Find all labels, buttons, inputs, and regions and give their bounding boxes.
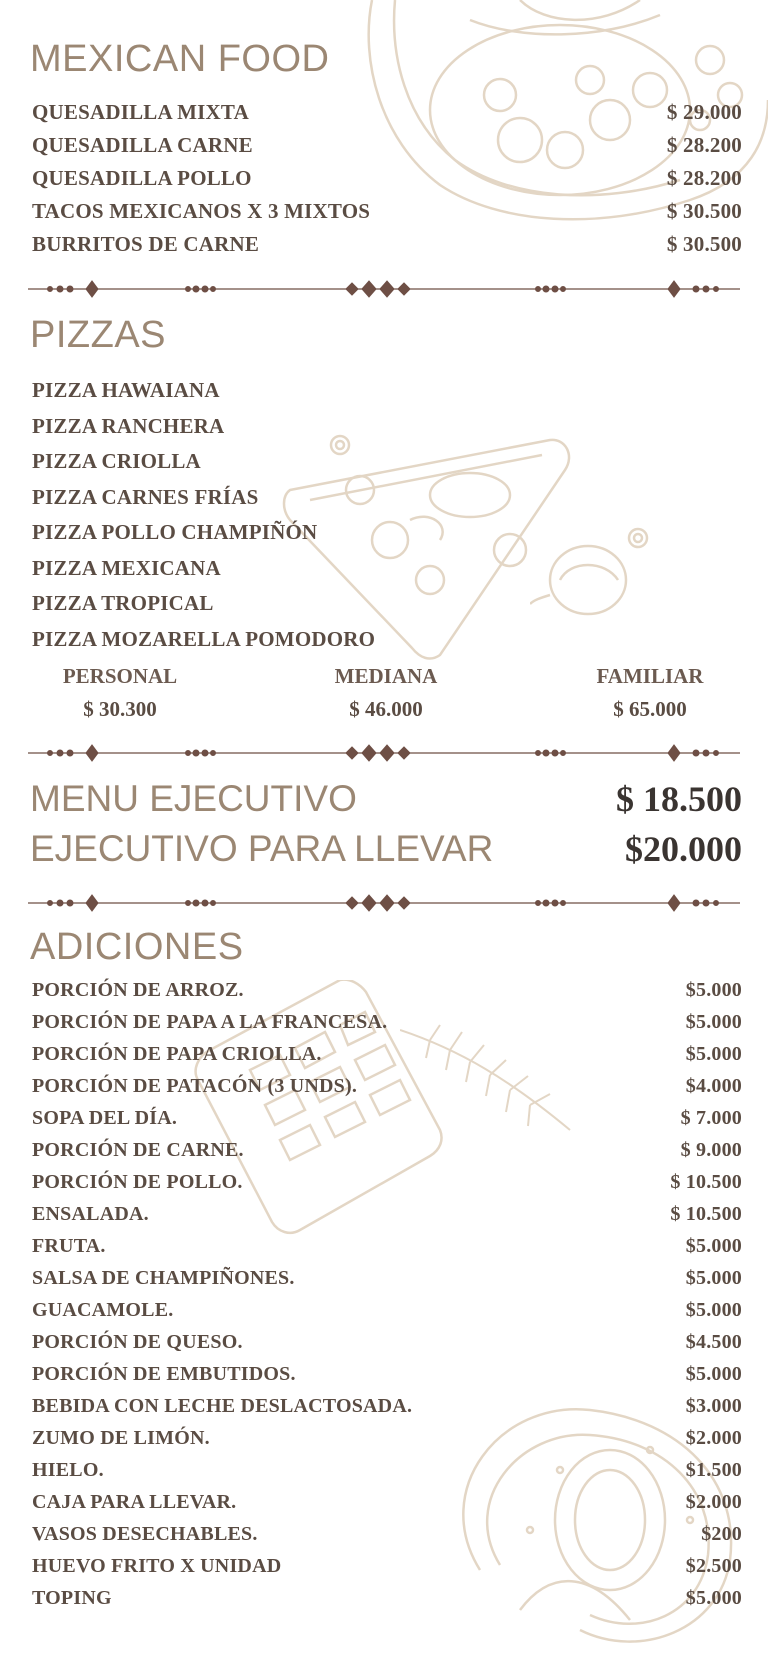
list-item <box>32 1171 742 1203</box>
list-item <box>32 100 742 133</box>
list-item <box>32 1459 742 1491</box>
pizzas-heading: PIZZAS <box>30 314 167 356</box>
item-price: $ 30.500 <box>666 232 742 256</box>
size-price: $ 65.000 <box>613 697 687 721</box>
pizzas-list <box>32 378 742 662</box>
item-price: $200 <box>701 1523 742 1545</box>
item-price: $ 29.000 <box>666 100 742 124</box>
item-price: $5.000 <box>685 1299 742 1321</box>
list-item <box>32 520 742 556</box>
list-item <box>32 1523 742 1555</box>
size-mediana <box>296 664 476 722</box>
item-name: PORCIÓN DE PAPA A LA FRANCESA. <box>32 1011 388 1033</box>
mexican-food-heading: MEXICAN FOOD <box>30 38 330 80</box>
item-price: $5.000 <box>685 1043 742 1065</box>
list-item <box>32 1011 742 1043</box>
item-name: PIZZA CRIOLLA <box>32 449 201 473</box>
item-name: ZUMO DE LIMÓN. <box>32 1427 210 1449</box>
item-name: PORCIÓN DE CARNE. <box>32 1139 244 1161</box>
pizza-sizes <box>30 664 740 724</box>
item-name: CAJA PARA LLEVAR. <box>32 1491 237 1513</box>
item-name: PIZZA CARNES FRÍAS <box>32 484 259 509</box>
size-label: FAMILIAR <box>596 664 704 688</box>
list-item <box>32 1075 742 1107</box>
item-price: $5.000 <box>685 1011 742 1033</box>
item-name: FRUTA. <box>32 1235 106 1257</box>
item-price: $ 9.000 <box>680 1139 742 1161</box>
list-item <box>30 778 742 828</box>
mexican-food-list <box>32 100 742 265</box>
list-item <box>30 828 742 878</box>
item-price: $ 7.000 <box>680 1107 742 1129</box>
list-item <box>32 1107 742 1139</box>
item-name: ENSALADA. <box>32 1203 149 1225</box>
list-item <box>32 1587 742 1619</box>
list-item <box>32 1299 742 1331</box>
item-name: PIZZA RANCHERA <box>32 413 225 438</box>
item-name: MENU EJECUTIVO <box>30 778 357 819</box>
item-price: $ 28.200 <box>666 133 742 157</box>
item-name: PORCIÓN DE EMBUTIDOS. <box>32 1363 296 1385</box>
item-price: $4.500 <box>685 1331 742 1353</box>
item-name: PIZZA POLLO CHAMPIÑÓN <box>32 520 318 544</box>
item-price: $ 30.500 <box>666 199 742 223</box>
item-name: TACOS MEXICANOS X 3 MIXTOS <box>32 199 371 223</box>
list-item <box>32 166 742 199</box>
item-name: EJECUTIVO PARA LLEVAR <box>30 828 494 869</box>
size-label: MEDIANA <box>334 664 438 688</box>
item-name: VASOS DESECHABLES. <box>32 1523 258 1545</box>
list-item <box>32 1491 742 1523</box>
item-price: $5.000 <box>685 1235 742 1257</box>
item-price: $2.500 <box>685 1555 742 1577</box>
item-name: SALSA DE CHAMPIÑONES. <box>32 1267 295 1289</box>
item-name: PORCIÓN DE ARROZ. <box>32 979 244 1001</box>
item-name: PORCIÓN DE PAPA CRIOLLA. <box>32 1043 322 1065</box>
item-price: $4.000 <box>685 1075 742 1097</box>
list-item <box>32 1555 742 1587</box>
item-price: $ 18.500 <box>616 779 742 819</box>
item-price: $5.000 <box>685 1363 742 1385</box>
item-price: $5.000 <box>685 979 742 1001</box>
size-price: $ 46.000 <box>349 697 423 721</box>
item-name: QUESADILLA CARNE <box>32 133 253 157</box>
item-name: BURRITOS DE CARNE <box>32 232 260 256</box>
item-name: PIZZA MOZARELLA POMODORO <box>32 626 376 651</box>
item-name: TOPING <box>32 1587 112 1609</box>
list-item <box>32 556 742 592</box>
item-price: $ 10.500 <box>670 1203 742 1225</box>
item-name: PORCIÓN DE PATACÓN (3 UNDS). <box>32 1075 358 1097</box>
list-item <box>32 1395 742 1427</box>
item-price: $5.000 <box>685 1267 742 1289</box>
list-item <box>32 1267 742 1299</box>
item-name: BEBIDA CON LECHE DESLACTOSADA. <box>32 1395 413 1417</box>
list-item <box>32 414 742 450</box>
item-name: PORCIÓN DE POLLO. <box>32 1171 243 1193</box>
list-item <box>32 1363 742 1395</box>
list-item <box>32 378 742 414</box>
adiciones-list <box>32 979 742 1619</box>
list-item <box>32 1139 742 1171</box>
item-price: $2.000 <box>685 1427 742 1449</box>
item-name: QUESADILLA POLLO <box>32 166 252 190</box>
item-price: $2.000 <box>685 1491 742 1513</box>
list-item <box>32 485 742 521</box>
item-name: QUESADILLA MIXTA <box>32 100 249 124</box>
list-item <box>32 591 742 627</box>
item-price: $ 28.200 <box>666 166 742 190</box>
list-item <box>32 1235 742 1267</box>
item-price: $1.500 <box>685 1459 742 1481</box>
item-name: SOPA DEL DÍA. <box>32 1107 178 1129</box>
item-price: $5.000 <box>685 1587 742 1609</box>
list-item <box>32 627 742 663</box>
size-familiar <box>560 664 740 722</box>
item-name: HIELO. <box>32 1459 104 1481</box>
list-item <box>32 1427 742 1459</box>
adiciones-heading: ADICIONES <box>30 926 244 968</box>
ornament-divider <box>28 742 740 764</box>
list-item <box>32 979 742 1011</box>
item-name: PIZZA MEXICANA <box>32 555 221 580</box>
item-price: $20.000 <box>625 829 742 869</box>
ornament-divider <box>28 892 740 914</box>
item-name: PIZZA TROPICAL <box>32 591 214 615</box>
item-name: PORCIÓN DE QUESO. <box>32 1331 243 1353</box>
size-label: PERSONAL <box>62 664 178 688</box>
list-item <box>32 133 742 166</box>
list-item <box>32 1043 742 1075</box>
item-price: $ 10.500 <box>670 1171 742 1193</box>
list-item <box>32 449 742 485</box>
item-name: HUEVO FRITO X UNIDAD <box>32 1555 282 1577</box>
list-item <box>32 1203 742 1235</box>
ejecutivo-block <box>30 778 742 878</box>
list-item <box>32 199 742 232</box>
item-name: PIZZA HAWAIANA <box>32 378 220 402</box>
ornament-divider <box>28 278 740 300</box>
list-item <box>32 1331 742 1363</box>
list-item <box>32 232 742 265</box>
item-price: $3.000 <box>685 1395 742 1417</box>
size-price: $ 30.300 <box>83 697 157 721</box>
item-name: GUACAMOLE. <box>32 1299 174 1321</box>
size-personal <box>30 664 210 722</box>
